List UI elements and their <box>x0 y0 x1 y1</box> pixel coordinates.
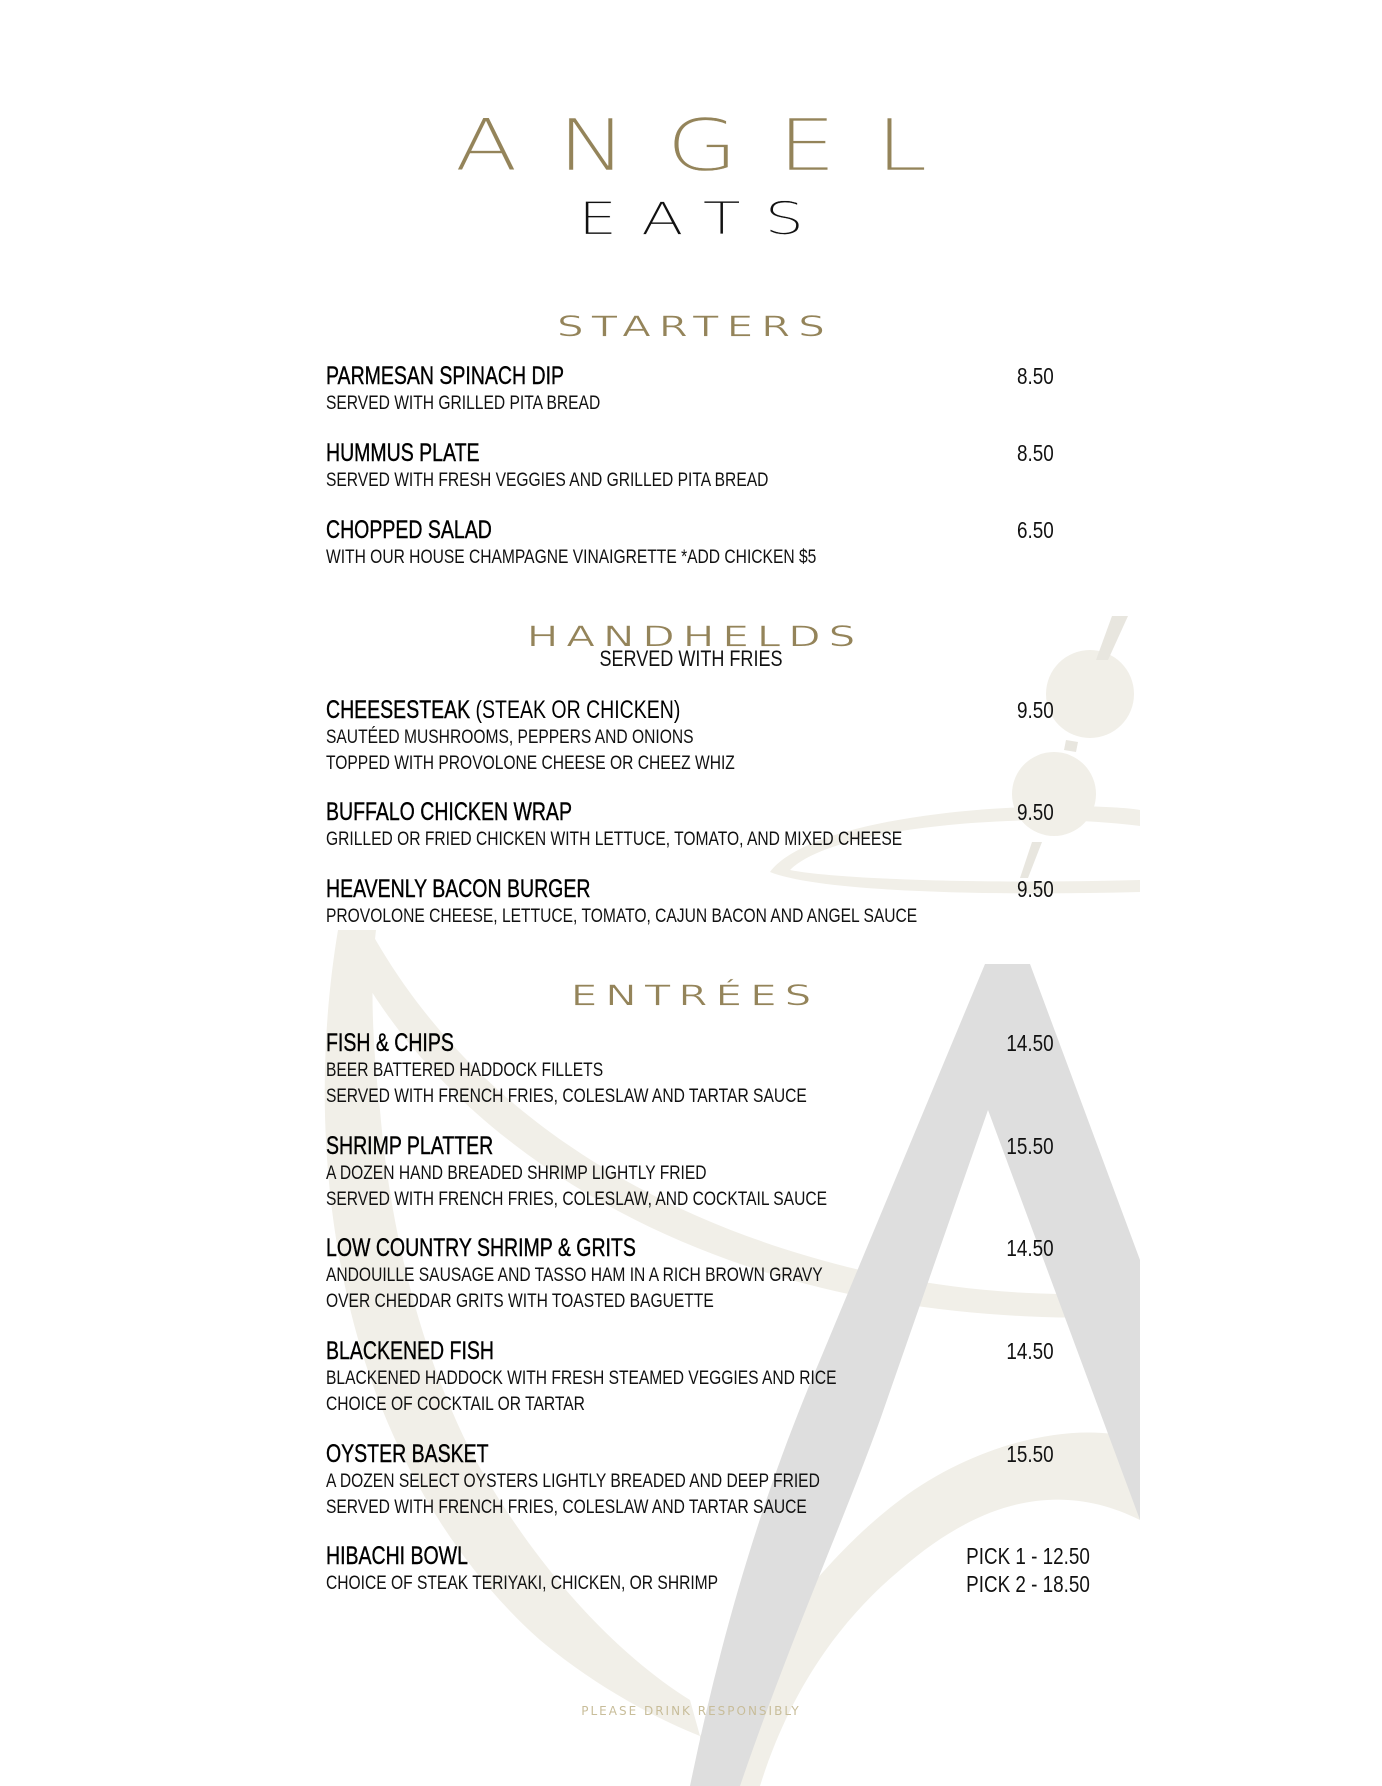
item-name: BUFFALO CHICKEN WRAP <box>326 798 572 826</box>
item-description: BEER BATTERED HADDOCK FILLETS <box>326 1059 604 1081</box>
item-name: HIBACHI BOWL <box>326 1542 468 1570</box>
menu-item <box>326 1542 1090 1597</box>
item-price-pick-2: PICK 2 - 18.50 <box>966 1571 1090 1597</box>
item-price: 14.50 <box>1006 1338 1054 1364</box>
item-description: TOPPED WITH PROVOLONE CHEESE OR CHEEZ WHIZ <box>326 752 735 774</box>
item-name: HUMMUS PLATE <box>326 439 480 467</box>
item-price-options <box>966 1542 1090 1598</box>
menu-item <box>326 1029 1054 1109</box>
item-name-main: CHEESESTEAK <box>326 696 471 724</box>
menu-item <box>326 1234 1054 1314</box>
item-name-note: (STEAK OR CHICKEN) <box>470 696 681 724</box>
item-description: OVER CHEDDAR GRITS WITH TOASTED BAGUETTE <box>326 1290 714 1312</box>
item-name: LOW COUNTRY SHRIMP & GRITS <box>326 1234 636 1262</box>
item-name: HEAVENLY BACON BURGER <box>326 875 591 903</box>
item-price: 14.50 <box>1006 1235 1054 1261</box>
item-description: BLACKENED HADDOCK WITH FRESH STEAMED VEGGIES AND RICE <box>326 1367 837 1389</box>
item-name: PARMESAN SPINACH DIP <box>326 362 565 390</box>
item-price: 8.50 <box>1017 440 1054 466</box>
item-name: OYSTER BASKET <box>326 1440 489 1468</box>
item-price: 9.50 <box>1017 697 1054 723</box>
item-description: GRILLED OR FRIED CHICKEN WITH LETTUCE, TOMATO, AND MIXED CHEESE <box>326 828 903 850</box>
menu-item <box>326 362 1054 416</box>
item-description: SERVED WITH FRENCH FRIES, COLESLAW AND TARTAR SAUCE <box>326 1085 807 1107</box>
menu-item <box>326 1440 1054 1520</box>
menu-item <box>326 1337 1054 1417</box>
item-description: SERVED WITH FRESH VEGGIES AND GRILLED PITA BREAD <box>326 469 769 491</box>
item-price: 9.50 <box>1017 799 1054 825</box>
item-description: SERVED WITH GRILLED PITA BREAD <box>326 392 601 414</box>
item-name: FISH & CHIPS <box>326 1029 454 1057</box>
menu-item <box>326 798 1054 852</box>
menu-item <box>326 875 1054 929</box>
item-description: A DOZEN SELECT OYSTERS LIGHTLY BREADED AND DEEP FRIED <box>326 1470 820 1492</box>
item-price: 6.50 <box>1017 517 1054 543</box>
menu-item <box>326 1132 1054 1212</box>
menu-item <box>326 516 1054 570</box>
item-description: CHOICE OF STEAK TERIYAKI, CHICKEN, OR SHRIMP <box>326 1572 719 1594</box>
item-name: CHOPPED SALAD <box>326 516 492 544</box>
item-description: CHOICE OF COCKTAIL OR TARTAR <box>326 1393 585 1415</box>
item-description: A DOZEN HAND BREADED SHRIMP LIGHTLY FRIED <box>326 1162 707 1184</box>
section-title-starters: STARTERS <box>557 310 833 344</box>
item-name <box>326 696 894 724</box>
item-name: SHRIMP PLATTER <box>326 1132 494 1160</box>
item-price: 15.50 <box>1006 1441 1054 1467</box>
item-price: 14.50 <box>1006 1030 1054 1056</box>
footer-disclaimer: PLEASE DRINK RESPONSIBLY <box>581 1704 801 1718</box>
item-description: SERVED WITH FRENCH FRIES, COLESLAW, AND COCKTAIL SAUCE <box>326 1188 828 1210</box>
section-subtitle-handhelds: SERVED WITH FRIES <box>599 646 783 671</box>
item-description: SAUTÉED MUSHROOMS, PEPPERS AND ONIONS <box>326 726 694 748</box>
brand-logo-angel: ANGEL <box>454 103 968 188</box>
item-price: 9.50 <box>1017 876 1054 902</box>
brand-logo-eats: EATS <box>577 192 828 245</box>
section-title-handhelds: HANDHELDS <box>526 620 864 654</box>
item-price: 15.50 <box>1006 1133 1054 1159</box>
item-description: SERVED WITH FRENCH FRIES, COLESLAW AND TARTAR SAUCE <box>326 1496 807 1518</box>
menu-item <box>326 439 1054 493</box>
item-price: 8.50 <box>1017 363 1054 389</box>
item-name: BLACKENED FISH <box>326 1337 494 1365</box>
item-price-pick-1: PICK 1 - 12.50 <box>966 1543 1090 1569</box>
item-description: PROVOLONE CHEESE, LETTUCE, TOMATO, CAJUN BACON AND ANGEL SAUCE <box>326 905 918 927</box>
menu-item <box>326 696 1054 776</box>
section-title-entrees: ENTRÉES <box>570 979 820 1013</box>
item-description: ANDOUILLE SAUSAGE AND TASSO HAM IN A RICH BROWN GRAVY <box>326 1264 823 1286</box>
item-description: WITH OUR HOUSE CHAMPAGNE VINAIGRETTE *ADD CHICKEN $5 <box>326 546 817 568</box>
